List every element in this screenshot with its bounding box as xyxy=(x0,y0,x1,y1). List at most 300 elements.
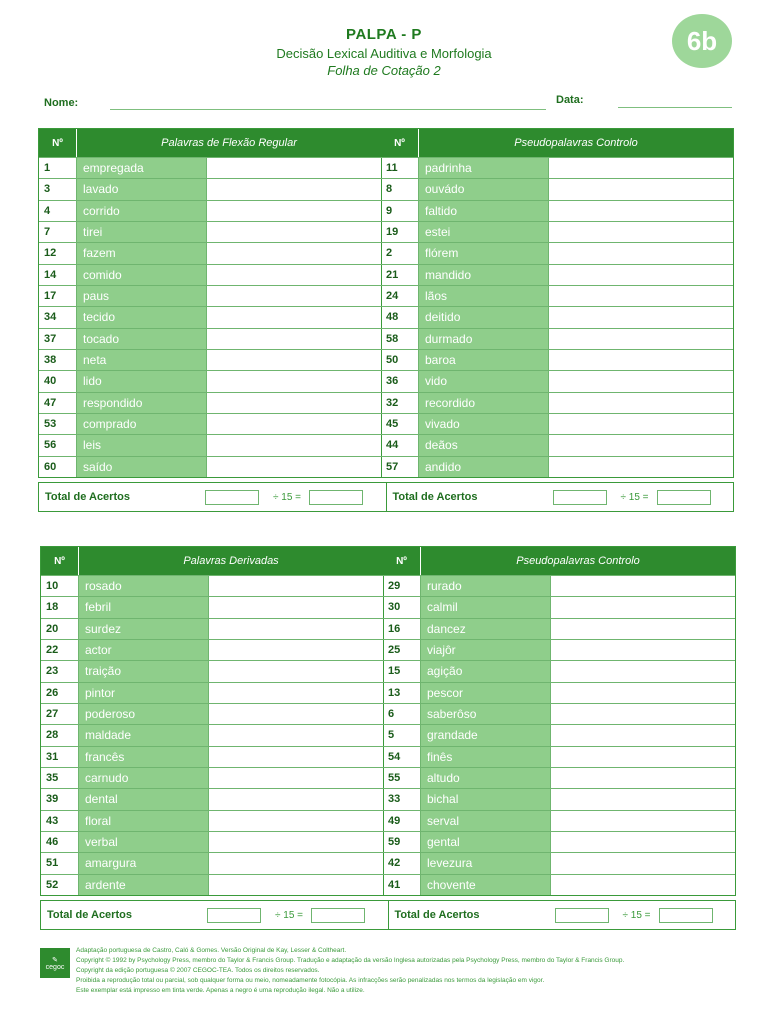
item-number: 20 xyxy=(41,619,79,639)
item-number: 43 xyxy=(41,811,79,831)
table-row xyxy=(383,724,735,745)
answer-cell[interactable] xyxy=(551,661,735,681)
answer-cell[interactable] xyxy=(209,661,383,681)
copyright-notice xyxy=(76,946,756,996)
footer-line: Copyright © 1992 by Psychology Press, membro do Taylor & Francis Group. Tradução e adaptação da versão Inglesa autorizadas pela Psychology Press, membro do Taylor & Francis Group. xyxy=(76,957,625,964)
divisor-label: ÷ 15 = xyxy=(273,491,302,503)
answer-cell[interactable] xyxy=(549,371,733,391)
item-number: 45 xyxy=(381,414,419,434)
item-number: 30 xyxy=(383,597,421,617)
item-number: 32 xyxy=(381,393,419,413)
table-row xyxy=(41,852,383,873)
sheet-label: Folha de Cotação 2 xyxy=(327,63,441,78)
table-row xyxy=(39,264,381,285)
answer-cell[interactable] xyxy=(209,747,383,767)
item-number: 1 xyxy=(39,158,77,178)
answer-cell[interactable] xyxy=(207,158,381,178)
answer-cell[interactable] xyxy=(209,640,383,660)
item-word: levezura xyxy=(421,853,551,873)
item-number: 60 xyxy=(39,457,77,477)
answer-cell[interactable] xyxy=(551,811,735,831)
item-number: 25 xyxy=(383,640,421,660)
total-cell xyxy=(388,901,736,929)
item-word: deãos xyxy=(419,435,549,455)
answer-cell[interactable] xyxy=(549,243,733,263)
divisor-label: ÷ 15 = xyxy=(275,909,304,921)
table-row xyxy=(381,285,733,306)
table-row xyxy=(41,831,383,852)
item-number: 6 xyxy=(383,704,421,724)
answer-cell[interactable] xyxy=(209,725,383,745)
answer-cell[interactable] xyxy=(551,725,735,745)
item-number: 2 xyxy=(381,243,419,263)
item-number: 22 xyxy=(41,640,79,660)
item-word: tirei xyxy=(77,222,207,242)
item-word: rosado xyxy=(79,576,209,596)
answer-cell[interactable] xyxy=(551,576,735,596)
table-row xyxy=(39,221,381,242)
item-number: 17 xyxy=(39,286,77,306)
answer-cell[interactable] xyxy=(209,576,383,596)
answer-cell[interactable] xyxy=(207,457,381,477)
item-number: 27 xyxy=(41,704,79,724)
table-row xyxy=(39,157,381,178)
table-row xyxy=(383,618,735,639)
answer-cell[interactable] xyxy=(551,789,735,809)
table-row xyxy=(383,810,735,831)
item-word: flórem xyxy=(419,243,549,263)
item-number: 8 xyxy=(381,179,419,199)
item-number: 52 xyxy=(41,875,79,895)
item-number: 59 xyxy=(383,832,421,852)
answer-cell[interactable] xyxy=(209,875,383,895)
answer-cell[interactable] xyxy=(209,789,383,809)
table-row xyxy=(41,746,383,767)
item-word: durmado xyxy=(419,329,549,349)
table-row xyxy=(39,456,381,477)
totals-row xyxy=(40,900,736,930)
name-label: Nome: xyxy=(44,97,79,109)
item-word: carnudo xyxy=(79,768,209,788)
item-word: deitido xyxy=(419,307,549,327)
item-word: maldade xyxy=(79,725,209,745)
answer-cell[interactable] xyxy=(207,393,381,413)
item-number: 44 xyxy=(381,435,419,455)
divisor-label: ÷ 15 = xyxy=(622,909,651,921)
table-row xyxy=(381,456,733,477)
table-row xyxy=(39,178,381,199)
item-number: 35 xyxy=(41,768,79,788)
item-word: vivado xyxy=(419,414,549,434)
item-word: padrinha xyxy=(419,158,549,178)
answer-cell[interactable] xyxy=(549,393,733,413)
date-field[interactable] xyxy=(618,107,732,108)
item-number: 11 xyxy=(381,158,419,178)
answer-cell[interactable] xyxy=(209,811,383,831)
table-row xyxy=(41,703,383,724)
item-number: 40 xyxy=(39,371,77,391)
item-number: 36 xyxy=(381,371,419,391)
item-word: amargura xyxy=(79,853,209,873)
col-title-header: Palavras Derivadas xyxy=(183,555,279,567)
date-label: Data: xyxy=(556,94,584,106)
item-word: fazem xyxy=(77,243,207,263)
item-number: 31 xyxy=(41,747,79,767)
table-row xyxy=(41,810,383,831)
table-left-half xyxy=(39,129,382,477)
table-row xyxy=(41,639,383,660)
item-number: 15 xyxy=(383,661,421,681)
item-number: 21 xyxy=(381,265,419,285)
table-row xyxy=(381,221,733,242)
item-word: altudo xyxy=(421,768,551,788)
score-input[interactable] xyxy=(659,908,713,923)
answer-cell[interactable] xyxy=(551,768,735,788)
item-number: 19 xyxy=(381,222,419,242)
table-row xyxy=(381,328,733,349)
total-cell xyxy=(41,901,388,929)
item-word: pintor xyxy=(79,683,209,703)
item-word: viajôr xyxy=(421,640,551,660)
item-number: 48 xyxy=(381,307,419,327)
col-number-header: Nº xyxy=(39,129,77,157)
answer-cell[interactable] xyxy=(207,371,381,391)
footer-line: Este exemplar está impresso em tinta verde. Apenas a negro é uma reprodução ilegal. Não a utilize. xyxy=(76,987,365,994)
item-word: faltido xyxy=(419,201,549,221)
item-word: paus xyxy=(77,286,207,306)
item-word: tocado xyxy=(77,329,207,349)
item-number: 7 xyxy=(39,222,77,242)
item-word: pescor xyxy=(421,683,551,703)
item-word: chovente xyxy=(421,875,551,895)
table-row xyxy=(39,285,381,306)
table-row xyxy=(383,575,735,596)
item-word: rurado xyxy=(421,576,551,596)
table-row xyxy=(41,788,383,809)
total-label: Total de Acertos xyxy=(45,491,130,503)
col-title-header: Palavras de Flexão Regular xyxy=(161,137,297,149)
footer-line: Proibida a reprodução total ou parcial, sob qualquer forma ou meio, nomeadamente fotocópia. As infracções serão penalizadas nos termos da legislação em vigor. xyxy=(76,977,545,984)
table-row xyxy=(383,852,735,873)
score-input[interactable] xyxy=(309,490,363,505)
item-word: lãos xyxy=(419,286,549,306)
table-row xyxy=(381,413,733,434)
divisor-label: ÷ 15 = xyxy=(620,491,649,503)
item-word: traição xyxy=(79,661,209,681)
table-row xyxy=(39,370,381,391)
item-word: andido xyxy=(419,457,549,477)
table-row xyxy=(381,434,733,455)
table-row xyxy=(41,596,383,617)
item-number: 49 xyxy=(383,811,421,831)
answer-cell[interactable] xyxy=(551,640,735,660)
table-row xyxy=(383,639,735,660)
item-word: calmil xyxy=(421,597,551,617)
table-row xyxy=(383,874,735,895)
table-row xyxy=(383,596,735,617)
item-number: 14 xyxy=(39,265,77,285)
item-word: ouvádo xyxy=(419,179,549,199)
answer-cell[interactable] xyxy=(207,307,381,327)
answer-cell[interactable] xyxy=(209,704,383,724)
table-header xyxy=(383,547,735,575)
item-word: ardente xyxy=(79,875,209,895)
table-rows xyxy=(39,157,381,477)
item-number: 5 xyxy=(383,725,421,745)
item-word: verbal xyxy=(79,832,209,852)
table-row xyxy=(39,200,381,221)
answer-cell[interactable] xyxy=(551,619,735,639)
logo-text: cegoc xyxy=(45,963,65,971)
table-row xyxy=(39,349,381,370)
item-number: 10 xyxy=(41,576,79,596)
answer-cell[interactable] xyxy=(207,222,381,242)
answer-cell[interactable] xyxy=(549,222,733,242)
logo-mark-icon: ✎ xyxy=(52,956,58,964)
item-number: 3 xyxy=(39,179,77,199)
item-word: gental xyxy=(421,832,551,852)
total-input[interactable] xyxy=(553,490,607,505)
table-row xyxy=(41,724,383,745)
answer-cell[interactable] xyxy=(549,435,733,455)
item-number: 58 xyxy=(381,329,419,349)
total-input[interactable] xyxy=(555,908,609,923)
table-row xyxy=(383,767,735,788)
item-word: febril xyxy=(79,597,209,617)
table-row xyxy=(383,660,735,681)
item-word: agição xyxy=(421,661,551,681)
item-number: 29 xyxy=(383,576,421,596)
item-number: 26 xyxy=(41,683,79,703)
table-rows xyxy=(41,575,383,895)
answer-cell[interactable] xyxy=(207,243,381,263)
item-word: empregada xyxy=(77,158,207,178)
answer-cell[interactable] xyxy=(549,265,733,285)
item-word: recordido xyxy=(419,393,549,413)
answer-cell[interactable] xyxy=(209,832,383,852)
table-row xyxy=(39,242,381,263)
answer-cell[interactable] xyxy=(207,350,381,370)
table-rows xyxy=(381,157,733,477)
item-number: 13 xyxy=(383,683,421,703)
answer-cell[interactable] xyxy=(207,329,381,349)
table-rows xyxy=(383,575,735,895)
table-left-half xyxy=(41,547,384,895)
totals-row xyxy=(38,482,734,512)
item-word: saberôso xyxy=(421,704,551,724)
answer-cell[interactable] xyxy=(549,158,733,178)
item-number: 51 xyxy=(41,853,79,873)
total-label: Total de Acertos xyxy=(394,909,480,921)
table-row xyxy=(39,413,381,434)
answer-cell[interactable] xyxy=(551,832,735,852)
answer-cell[interactable] xyxy=(549,414,733,434)
table-row xyxy=(383,788,735,809)
item-number: 16 xyxy=(383,619,421,639)
item-word: baroa xyxy=(419,350,549,370)
footer-line: Adaptação portuguesa de Castro, Caló & Gomes. Versão Original de Kay, Lesser & Coltheart. xyxy=(76,947,347,954)
item-word: serval xyxy=(421,811,551,831)
table-row xyxy=(41,660,383,681)
item-word: vido xyxy=(419,371,549,391)
answer-cell[interactable] xyxy=(209,853,383,873)
item-word: leis xyxy=(77,435,207,455)
total-input[interactable] xyxy=(205,490,259,505)
table-row xyxy=(383,831,735,852)
item-word: floral xyxy=(79,811,209,831)
answer-cell[interactable] xyxy=(209,597,383,617)
col-title-header: Pseudopalavras Controlo xyxy=(516,555,640,567)
answer-cell[interactable] xyxy=(551,704,735,724)
table-row xyxy=(383,703,735,724)
table-row xyxy=(383,746,735,767)
table-right-half xyxy=(383,547,735,895)
answer-cell[interactable] xyxy=(549,329,733,349)
item-word: surdez xyxy=(79,619,209,639)
col-title-header: Pseudopalavras Controlo xyxy=(514,137,638,149)
item-word: corrido xyxy=(77,201,207,221)
total-input[interactable] xyxy=(207,908,261,923)
answer-cell[interactable] xyxy=(551,875,735,895)
answer-cell[interactable] xyxy=(207,286,381,306)
table-row xyxy=(381,392,733,413)
col-number-header: Nº xyxy=(383,547,421,575)
item-word: respondido xyxy=(77,393,207,413)
answer-cell[interactable] xyxy=(207,414,381,434)
item-number: 57 xyxy=(381,457,419,477)
total-cell xyxy=(39,483,386,511)
table-row xyxy=(39,392,381,413)
total-label: Total de Acertos xyxy=(392,491,478,503)
item-word: lavado xyxy=(77,179,207,199)
item-number: 9 xyxy=(381,201,419,221)
item-number: 46 xyxy=(41,832,79,852)
answer-cell[interactable] xyxy=(549,457,733,477)
footer-line: Copyright da edição portuguesa © 2007 CEGOC-TEA. Todos os direitos reservados. xyxy=(76,967,320,974)
form-badge: 6b xyxy=(672,14,732,68)
item-word: comprado xyxy=(77,414,207,434)
item-number: 18 xyxy=(41,597,79,617)
item-number: 41 xyxy=(383,875,421,895)
item-word: poderoso xyxy=(79,704,209,724)
item-word: dancez xyxy=(421,619,551,639)
answer-cell[interactable] xyxy=(549,201,733,221)
table-row xyxy=(381,178,733,199)
answer-cell[interactable] xyxy=(209,683,383,703)
item-word: comido xyxy=(77,265,207,285)
item-word: lido xyxy=(77,371,207,391)
item-word: neta xyxy=(77,350,207,370)
table-right-half xyxy=(381,129,733,477)
item-word: grandade xyxy=(421,725,551,745)
table-row xyxy=(381,264,733,285)
answer-cell[interactable] xyxy=(551,597,735,617)
answer-cell[interactable] xyxy=(207,265,381,285)
table-header xyxy=(381,129,733,157)
answer-cell[interactable] xyxy=(207,435,381,455)
table-row xyxy=(41,575,383,596)
table-row xyxy=(381,242,733,263)
item-word: estei xyxy=(419,222,549,242)
score-input[interactable] xyxy=(311,908,365,923)
table-row xyxy=(381,200,733,221)
table-row xyxy=(41,618,383,639)
page-subtitle: Decisão Lexical Auditiva e Morfologia xyxy=(276,46,492,61)
cegoc-logo xyxy=(40,948,70,978)
table-row xyxy=(381,370,733,391)
item-number: 28 xyxy=(41,725,79,745)
table-row xyxy=(41,767,383,788)
answer-cell[interactable] xyxy=(549,307,733,327)
table-header xyxy=(39,129,381,157)
table-header xyxy=(41,547,383,575)
table-row xyxy=(39,434,381,455)
item-number: 4 xyxy=(39,201,77,221)
item-word: finês xyxy=(421,747,551,767)
answer-cell[interactable] xyxy=(551,747,735,767)
item-number: 34 xyxy=(39,307,77,327)
table-row xyxy=(41,874,383,895)
col-number-header: Nº xyxy=(41,547,79,575)
item-word: mandido xyxy=(419,265,549,285)
item-word: francês xyxy=(79,747,209,767)
answer-cell[interactable] xyxy=(549,179,733,199)
table-row xyxy=(41,682,383,703)
item-number: 23 xyxy=(41,661,79,681)
item-word: saído xyxy=(77,457,207,477)
table-row xyxy=(39,306,381,327)
item-number: 54 xyxy=(383,747,421,767)
table-row xyxy=(39,328,381,349)
item-word: dental xyxy=(79,789,209,809)
answer-cell[interactable] xyxy=(549,350,733,370)
score-input[interactable] xyxy=(657,490,711,505)
table-flexao xyxy=(38,128,734,478)
answer-cell[interactable] xyxy=(209,619,383,639)
item-number: 38 xyxy=(39,350,77,370)
answer-cell[interactable] xyxy=(207,179,381,199)
item-number: 56 xyxy=(39,435,77,455)
answer-cell[interactable] xyxy=(551,853,735,873)
answer-cell[interactable] xyxy=(209,768,383,788)
table-row xyxy=(381,306,733,327)
name-field[interactable] xyxy=(110,109,546,110)
item-number: 55 xyxy=(383,768,421,788)
item-number: 50 xyxy=(381,350,419,370)
answer-cell[interactable] xyxy=(551,683,735,703)
item-word: actor xyxy=(79,640,209,660)
item-number: 12 xyxy=(39,243,77,263)
table-row xyxy=(381,349,733,370)
page-title: PALPA - P xyxy=(346,26,422,43)
answer-cell[interactable] xyxy=(207,201,381,221)
item-number: 33 xyxy=(383,789,421,809)
item-number: 24 xyxy=(381,286,419,306)
total-label: Total de Acertos xyxy=(47,909,132,921)
item-word: bichal xyxy=(421,789,551,809)
item-number: 42 xyxy=(383,853,421,873)
answer-cell[interactable] xyxy=(549,286,733,306)
item-number: 37 xyxy=(39,329,77,349)
item-number: 39 xyxy=(41,789,79,809)
item-number: 53 xyxy=(39,414,77,434)
table-row xyxy=(381,157,733,178)
item-word: tecido xyxy=(77,307,207,327)
total-cell xyxy=(386,483,734,511)
table-row xyxy=(383,682,735,703)
col-number-header: Nº xyxy=(381,129,419,157)
table-derivadas xyxy=(40,546,736,896)
